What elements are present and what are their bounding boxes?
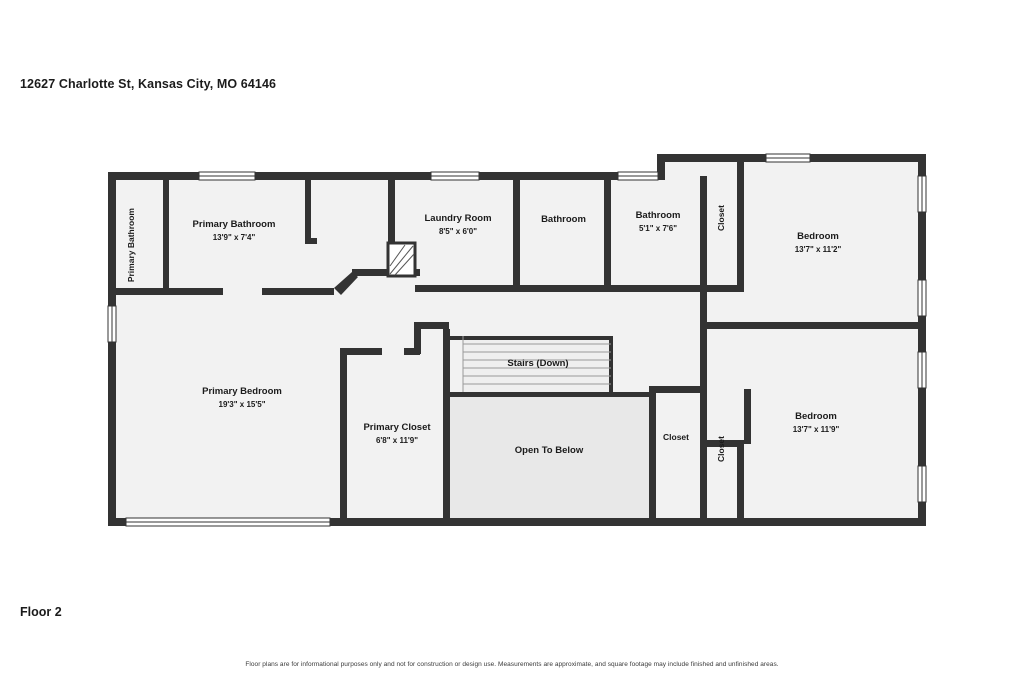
room-name: Primary Closet xyxy=(363,422,431,433)
room-dimensions: 19'3" x 15'5" xyxy=(218,399,266,409)
room-dimensions: 5'1" x 7'6" xyxy=(638,223,678,233)
page-title: 12627 Charlotte St, Kansas City, MO 64146 xyxy=(20,77,277,91)
room-name: Bathroom xyxy=(635,210,681,221)
room-dimensions: 8'5" x 6'0" xyxy=(438,226,478,236)
room-name: Closet xyxy=(716,436,726,462)
room-name: Open To Below xyxy=(514,445,584,456)
room-name: Closet xyxy=(716,205,726,231)
room-dimensions: 13'9" x 7'4" xyxy=(212,232,256,242)
disclaimer-text: Floor plans are for informational purposes only and not for construction or design use. Measurements are approximate, and square footage may include finished and unfinished areas. xyxy=(245,661,779,668)
room-name: Bathroom xyxy=(541,214,586,225)
room-name: Bedroom xyxy=(795,411,837,422)
room-name: Primary Bathroom xyxy=(126,208,136,283)
room-dimensions: 13'7" x 11'2" xyxy=(794,244,842,254)
room-name: Stairs (Down) xyxy=(507,358,569,369)
room-name: Primary Bedroom xyxy=(202,386,282,397)
room-dimensions: 13'7" x 11'9" xyxy=(792,424,840,434)
floor-label: Floor 2 xyxy=(20,605,62,619)
room-name: Primary Bathroom xyxy=(192,219,276,230)
room-name: Closet xyxy=(663,432,689,442)
room-dimensions: 6'8" x 11'9" xyxy=(375,435,419,445)
room-name: Bedroom xyxy=(797,231,839,242)
room-name: Laundry Room xyxy=(424,213,492,224)
